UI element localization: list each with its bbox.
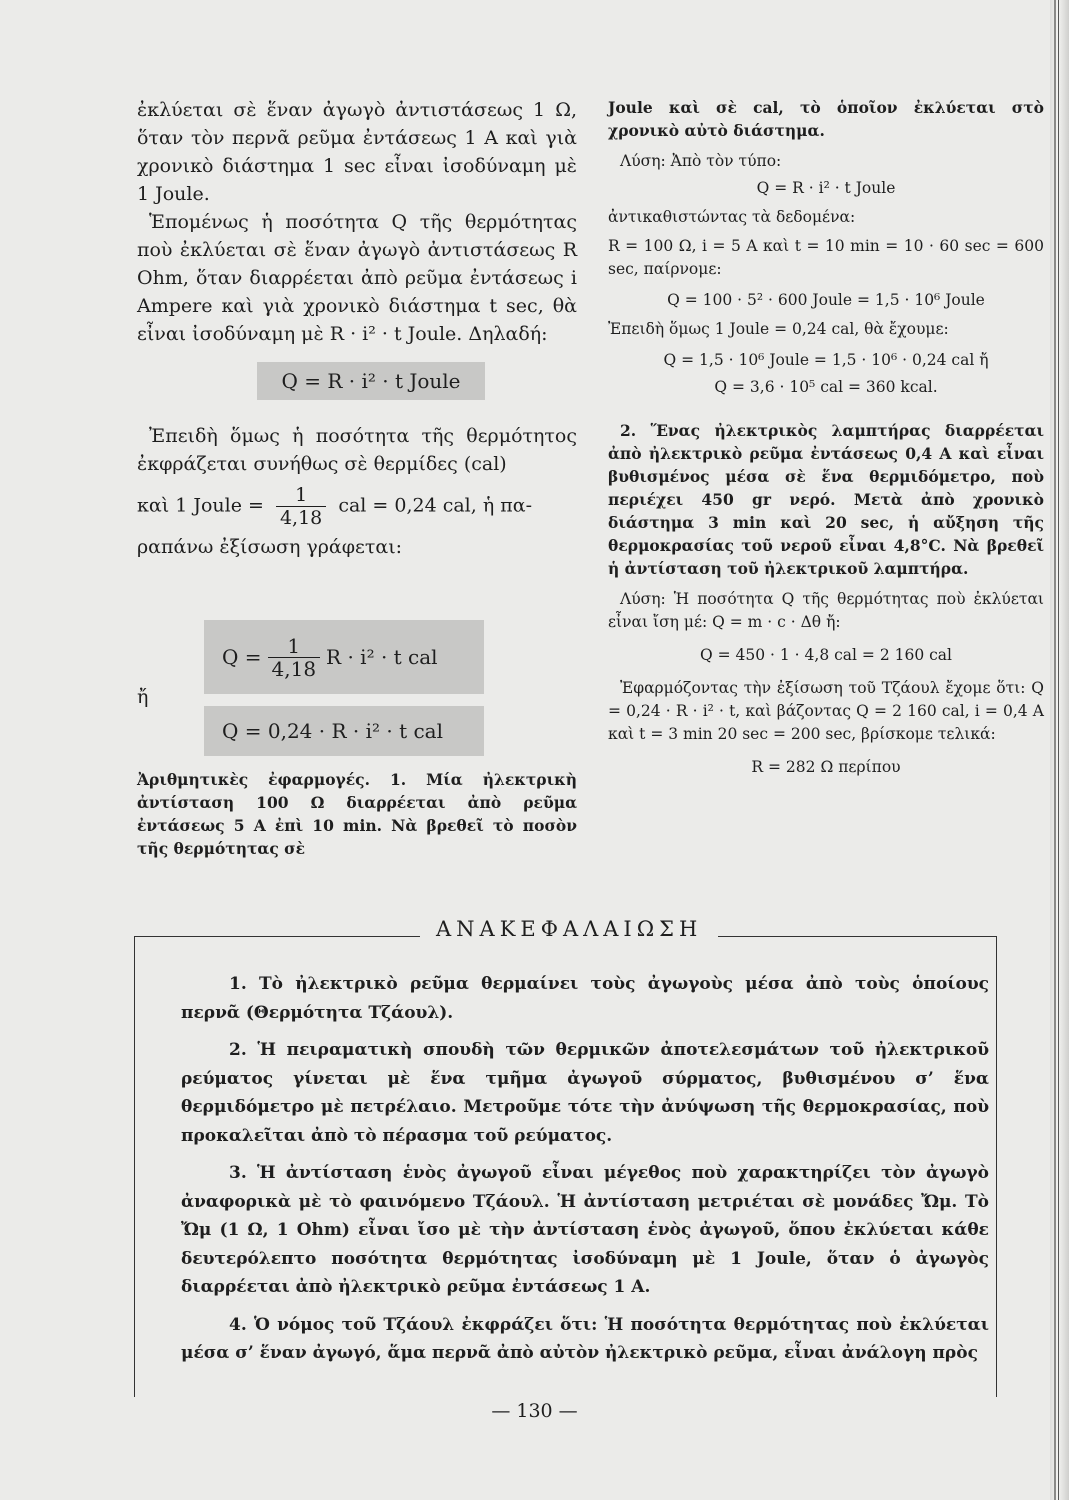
summary-item: 1. Τὸ ἠλεκτρικὸ ρεῦμα θερμαίνει τοὺς ἀγωγοὺς μέσα ἀπὸ τοὺς ὁποίους περνᾶ (Θερμότητα Τζάουλ). [181, 974, 989, 1023]
result: R = 282 Ω περίπου [751, 758, 901, 776]
paragraph: Ἐφαρμόζοντας τὴν ἐξίσωση τοῦ Τζάουλ ἔχομε ὅτι: Q = 0,24 · R · i² · t, καὶ βάζοντας Q = 2 160 cal, i = 0,4 A καὶ t = 3 min 20 sec = 200 sec, βρίσκομε τελικά: [608, 679, 1044, 743]
equation-suffix: cal = 0,24 cal, ἡ πα- [338, 494, 532, 517]
page-edge [1050, 0, 1069, 1500]
edge-shadow [1054, 0, 1056, 1500]
fraction-numerator: 1 [287, 633, 301, 658]
fraction-numerator: 1 [295, 484, 308, 506]
paragraph: Ἐπειδὴ ὅμως ἡ ποσότητα τῆς θερμότητος ἐκφράζεται συνήθως σὲ θερμίδες (cal) [137, 425, 577, 475]
summary-item: 3. Ἡ ἀντίσταση ἑνὸς ἀγωγοῦ εἶναι μέγεθος ποὺ χαρακτηρίζει τὸν ἀγωγὸ ἀναφορικὰ μὲ τὸ φαινόμενο Τζάουλ. Ἡ ἀντίσταση μετριέται σὲ μονάδες Ὤμ. Τὸ Ὤμ (1 Ω, 1 Ohm) εἶναι ἴσο μὲ τὴν ἀντίσταση ἑνὸς ἀγωγοῦ, ὅπου ἐκλύεται κάθε δευτερόλεπτο ποσότητα θερμότητας ἰσοδύναμη μὲ 1 Joule, ὅταν ὁ ἀγωγὸς διαρρέεται ἀπὸ ἠλεκτρικὸ ρεῦμα ἐντάσεως 1 Α. [181, 1163, 989, 1297]
paragraph: ἀντικαθιστώντας τὰ δεδομένα: [608, 208, 856, 226]
equation-prefix: καὶ 1 Joule = [137, 494, 264, 517]
formula-prefix: Q = [222, 645, 262, 669]
numerical-applications: Ἀριθμητικὲς ἐφαρμογές. 1. Μία ἠλεκτρικὴ ἀντίσταση 100 Ω διαρρέεται ἀπὸ ρεῦμα ἐντάσεως 5 A ἐπὶ 10 min. Νὰ βρεθεῖ τὸ ποσὸν τῆς θερμότητας σὲ [137, 770, 577, 858]
fraction-denominator: 4,18 [268, 657, 321, 680]
left-column [137, 96, 577, 561]
formula-suffix: R · i² · t cal [326, 645, 438, 669]
edge-shadow [1058, 0, 1059, 1500]
paragraph: ἐκλύεται σὲ ἕναν ἀγωγὸ ἀντιστάσεως 1 Ω, ὅταν τὸν περνᾶ ρεῦμα ἐντάσεως 1 Α καὶ γιὰ χρονικὸ διάστημα 1 sec εἶναι ἰσοδύναμη μὲ 1 Joule. [137, 99, 577, 205]
formula-text: Q = R · i² · t Joule [281, 369, 461, 393]
formula-cal-fraction [204, 620, 484, 694]
or-label: ἤ [137, 686, 149, 708]
paragraph: R = 100 Ω, i = 5 A καὶ t = 10 min = 10 · 60 sec = 600 sec, παίρνομε: [608, 237, 1044, 278]
equation: Q = 450 · 1 · 4,8 cal = 2 160 cal [699, 646, 953, 664]
equation-line [137, 484, 577, 529]
equation: Q = 100 · 5² · 600 Joule = 1,5 · 10⁶ Joule [667, 291, 985, 309]
paragraph: Λύση: Ἡ ποσότητα Q τῆς θερμότητας ποὺ ἐκλύεται εἶναι ἴση μέ: Q = m · c · Δθ ἤ: [608, 590, 1044, 631]
paragraph: ραπάνω ἐξίσωση γράφεται: [137, 536, 403, 558]
paragraph: Ἑπομένως ἡ ποσότητα Q τῆς θερμότητας ποὺ ἐκλύεται σὲ ἕναν ἀγωγὸ ἀντιστάσεως R Ohm, ὅταν διαρρέεται ἀπὸ ρεῦμα ἐντάσεως i Ampere καὶ γιὰ χρονικὸ διάστημα t sec, θὰ εἶναι ἰσοδύναμη μὲ R · i² · t Joule. Δηλαδή: [137, 211, 577, 345]
fraction-denominator: 4,18 [276, 506, 326, 529]
summary-item: 2. Ἡ πειραματικὴ σπουδὴ τῶν θερμικῶν ἀποτελεσμάτων τοῦ ἠλεκτρικοῦ ρεύματος γίνεται μὲ ἕνα τμῆμα ἀγωγοῦ σύρματος, βυθισμένου σ’ ἕνα θερμιδόμετρο μὲ πετρέλαιο. Μετροῦμε τότε τὴν ἀνύψωση τῆς θερμοκρασίας, ποὺ προκαλεῖται ἀπὸ τὸ πέρασμα τοῦ ρεύματος. [181, 1040, 989, 1146]
equation: Q = 1,5 · 10⁶ Joule = 1,5 · 10⁶ · 0,24 cal ἤ [663, 351, 989, 369]
formula-text: Q = 0,24 · R · i² · t cal [222, 719, 444, 743]
paragraph: Ἐπειδὴ ὅμως 1 Joule = 0,24 cal, θὰ ἔχουμε: [608, 320, 949, 338]
formula-joule [257, 362, 485, 400]
formula-cal-coefficient [204, 706, 484, 756]
summary-content [181, 970, 989, 1377]
right-column [608, 96, 1044, 779]
page-number: — 130 — [491, 1400, 578, 1422]
fraction [276, 484, 326, 529]
problem-2: 2. Ἕνας ἠλεκτρικὸς λαμπτήρας διαρρέεται ἀπὸ ἠλεκτρικὸ ρεῦμα ἐντάσεως 0,4 A καὶ εἶναι βυθισμένος μέσα σὲ ἕνα θερμιδόμετρο, ποὺ περιέχει 450 gr νερό. Μετὰ ἀπὸ χρονικὸ διάστημα 3 min καὶ 20 sec, ἡ αὔξηση τῆς θερμοκρασίας τοῦ νεροῦ εἶναι 4,8°C. Νὰ βρεθεῖ ἡ ἀντίσταση τοῦ ἠλεκτρικοῦ λαμπτήρα. [608, 421, 1044, 578]
paragraph: Λύση: Ἀπὸ τὸν τύπο: [620, 152, 782, 170]
equation: Q = 3,6 · 10⁵ cal = 360 kcal. [714, 378, 938, 396]
paragraph: Joule καὶ σὲ cal, τὸ ὁποῖον ἐκλύεται στὸ χρονικὸ αὐτὸ διάστημα. [608, 98, 1044, 140]
fraction [268, 635, 321, 680]
equation: Q = R · i² · t Joule [756, 179, 896, 197]
summary-item: 4. Ὁ νόμος τοῦ Τζάουλ ἐκφράζει ὅτι: Ἡ ποσότητα θερμότητας ποὺ ἐκλύεται μέσα σ’ ἕναν ἀγωγό, ἅμα περνᾶ ἀπὸ αὐτὸν ἠλεκτρικὸ ρεῦμα, εἶναι ἀνάλογη πρὸς [181, 1314, 989, 1363]
summary-title: ΑΝΑΚΕΦΑΛΑΙΩΣΗ [420, 917, 718, 941]
